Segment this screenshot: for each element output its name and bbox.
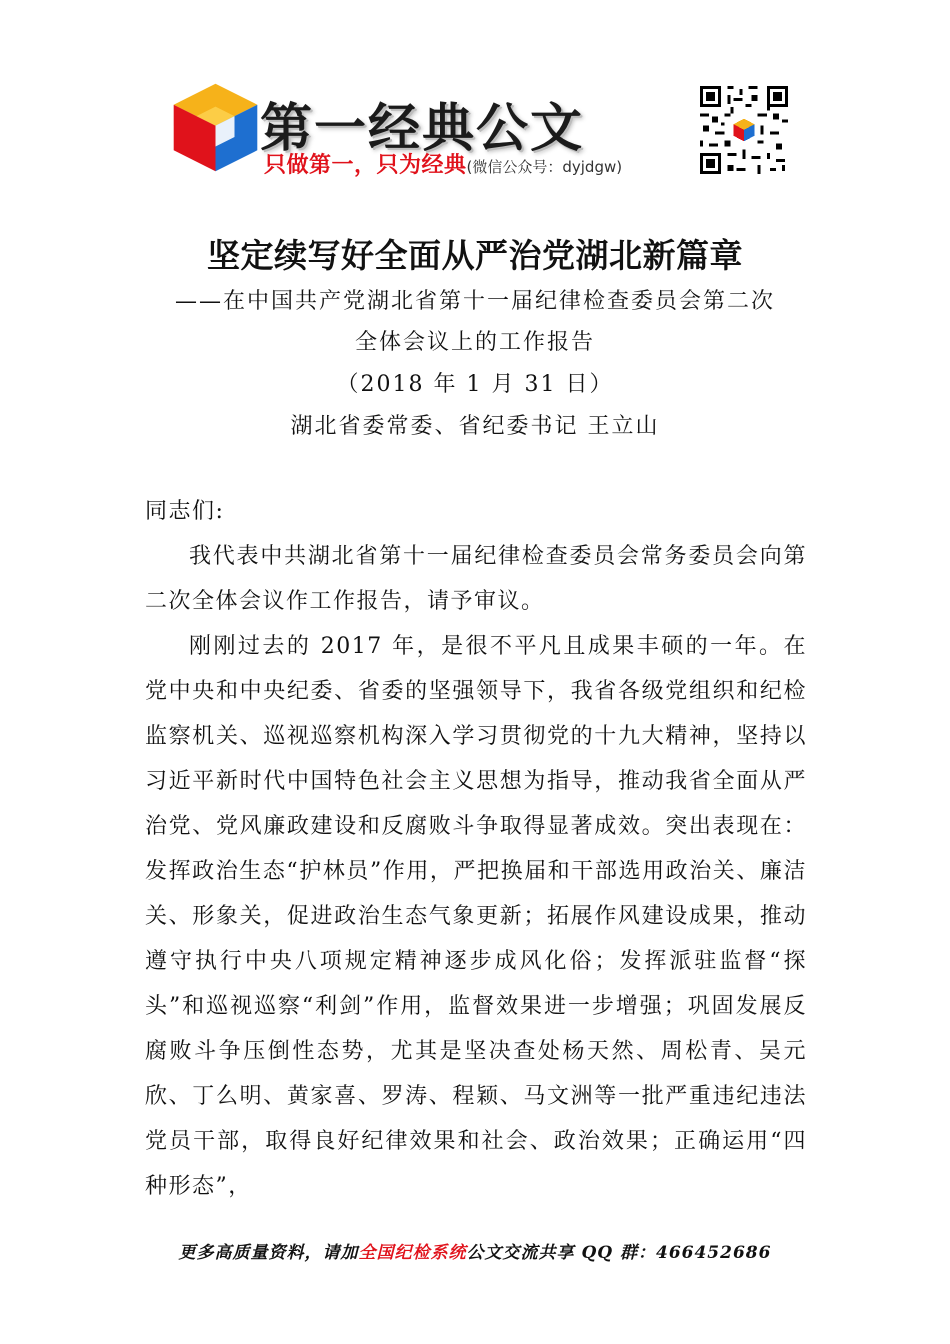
header-banner (160, 76, 800, 186)
wechat-account: (微信公众号：dyjdgw) (466, 158, 623, 176)
paragraph: 我代表中共湖北省第十一届纪律检查委员会常务委员会向第二次全体会议作工作报告，请予审议。 (145, 544, 807, 614)
slogan-text: 只做第一，只为经典 (264, 153, 467, 178)
document-body (145, 489, 807, 1209)
salutation: 同志们: (145, 499, 225, 524)
footer-prefix: 更多高质量资料，请加 (178, 1243, 359, 1263)
subtitle-line-1: ——在中国共产党湖北省第十一届纪律检查委员会第二次 (174, 289, 775, 314)
report-author: 湖北省委常委、省纪委书记 王立山 (290, 414, 660, 439)
brand-name: 第一经典公文 (260, 99, 585, 159)
footer-suffix: 公文交流共享 QQ 群：466452686 (466, 1243, 772, 1263)
footer-highlight: 全国纪检系统 (358, 1243, 467, 1263)
document-title: 坚定续写好全面从严治党湖北新篇章 (207, 236, 743, 275)
cube-logo-icon (168, 80, 263, 175)
brand-slogan (264, 148, 622, 179)
subtitle-line-2: 全体会议上的工作报告 (354, 330, 595, 355)
report-date: （2018 年 1 月 31 日） (336, 372, 614, 397)
qr-code-icon (700, 86, 788, 174)
paragraph: 刚刚过去的 2017 年，是很不平凡且成果丰硕的一年。在党中央和中央纪委、省委的坚强领导下，我省各级党组织和纪检监察机关、巡视巡察机构深入学习贯彻党的十九大精神，坚持以习近平新时代中国特色社会主义思想为指导，推动我省全面从严治党、党风廉政建设和反腐败斗争取得显著成效。突出表现在：发挥政治生态“护林员”作用，严把换届和干部选用政治关、廉洁关、形象关，促进政治生态气象更新；拓展作风建设成果，推动遵守执行中央八项规定精神逐步成风化俗；发挥派驻监督“探头”和巡视巡察“利剑”作用，监督效果进一步增强；巩固发展反腐败斗争压倒性态势，尤其是坚决查处杨天然、周松青、吴元欣、丁么明、黄家喜、罗涛、程颖、马文洲等一批严重违纪违法党员干部，取得良好纪律效果和社会、政治效果；正确运用“四种形态”， (145, 634, 807, 1199)
footer-note (0, 1238, 950, 1263)
